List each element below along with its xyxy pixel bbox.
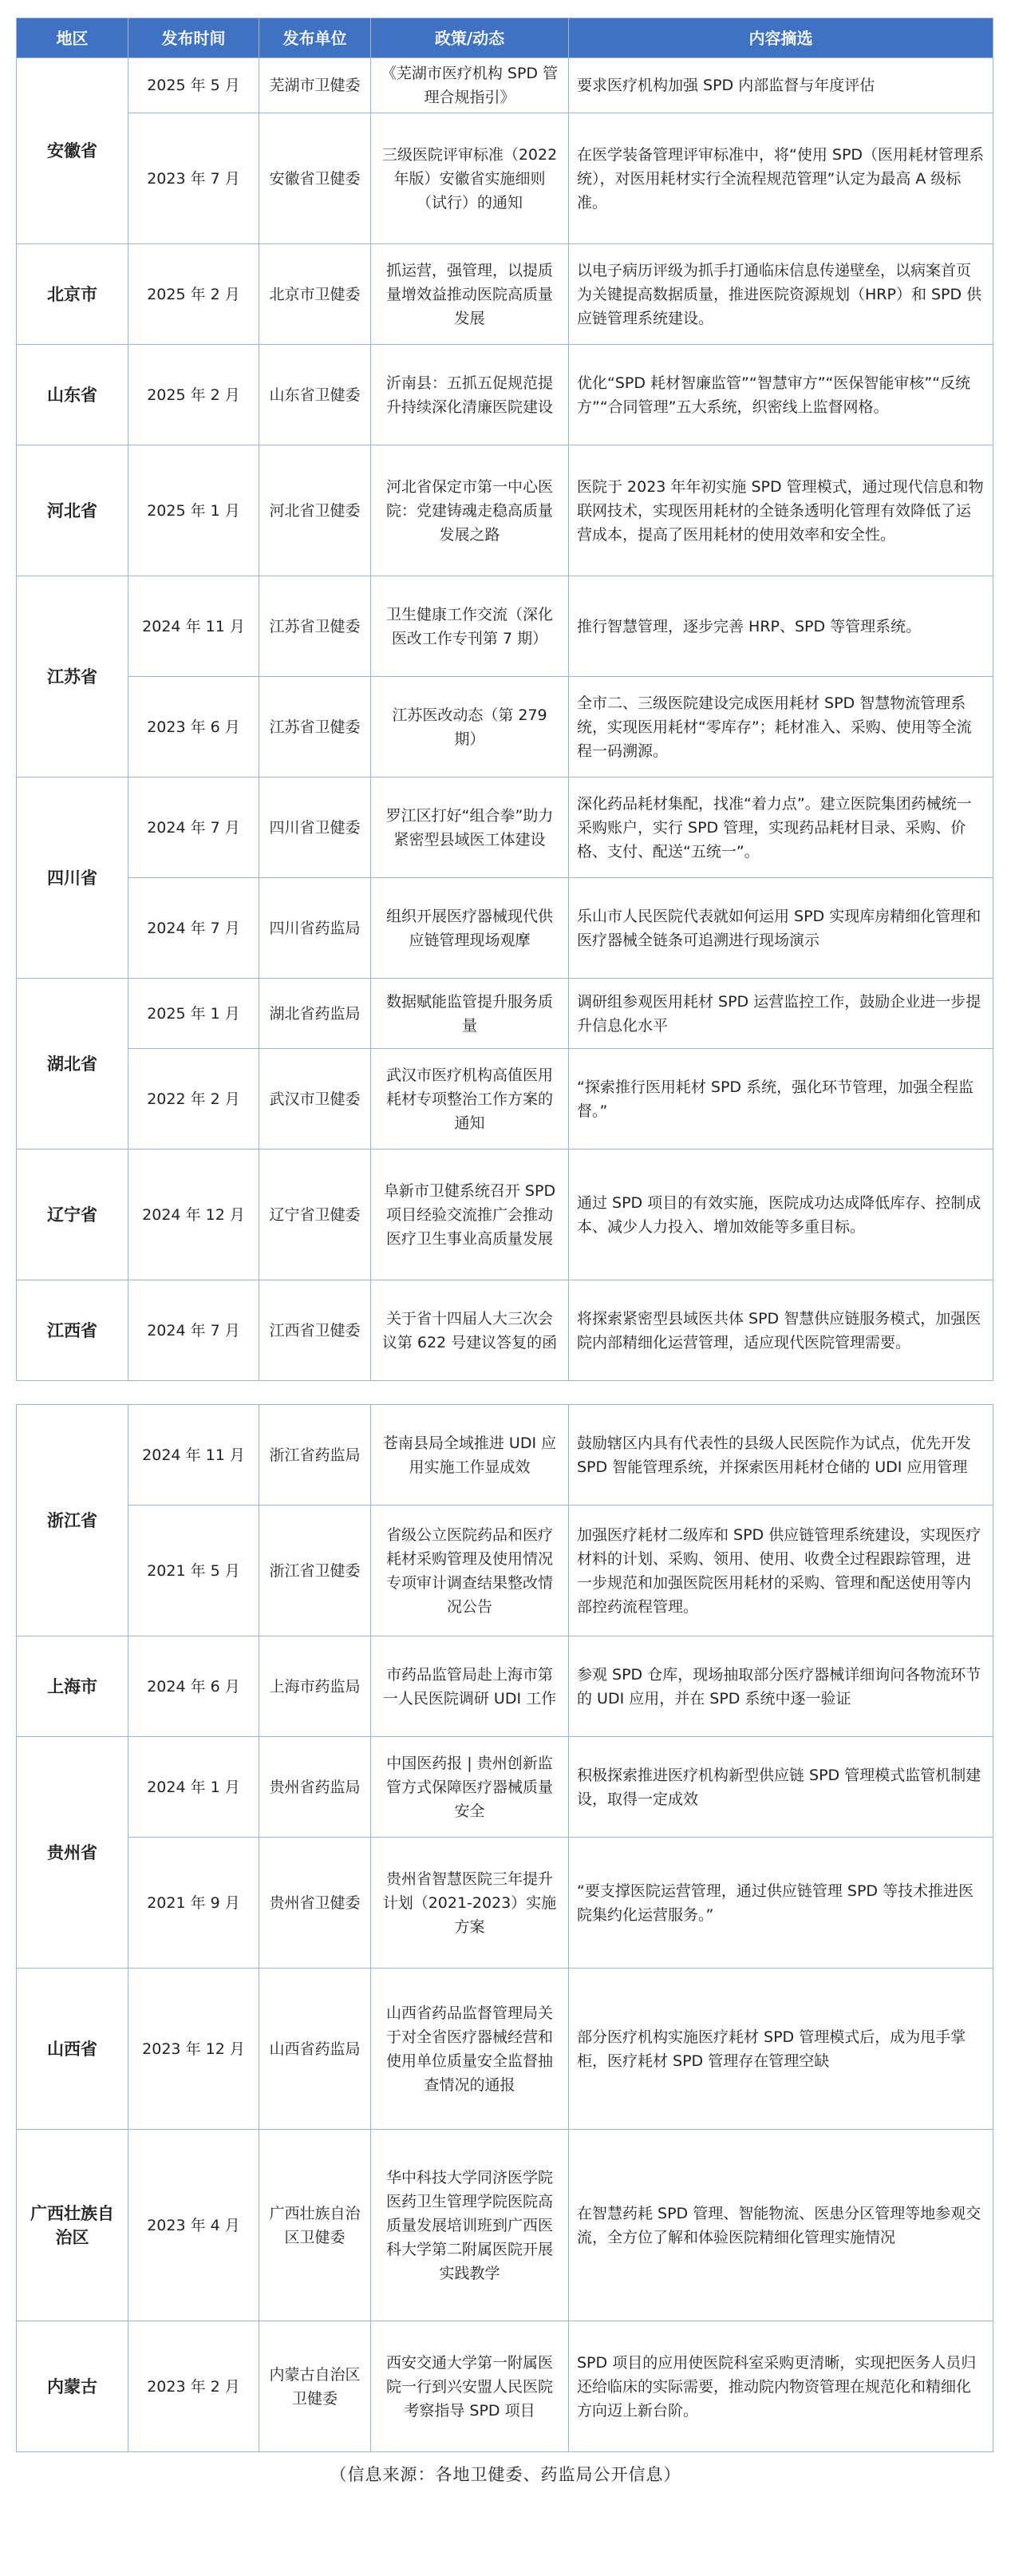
policy-cell: 关于省十四届人大三次会议第 622 号建议答复的函: [371, 1280, 569, 1381]
policy-cell: 华中科技大学同济医学院医药卫生管理学院医院高质量发展培训班到广西医科大学第二附属医院开展实践教学: [371, 2130, 569, 2321]
table-row: [17, 113, 993, 244]
org-cell: 广西壮族自治区卫健委: [259, 2130, 371, 2321]
org-cell: 河北省卫健委: [259, 445, 371, 576]
date-cell: 2024 年 1 月: [128, 1737, 259, 1838]
region-cell: 上海市: [17, 1636, 128, 1737]
header-org: 发布单位: [259, 18, 371, 58]
summary-cell: 以电子病历评级为抓手打通临床信息传递壁垒，以病案首页为关键提高数据质量，推进医院资源规划（HRP）和 SPD 供应链管理系统建设。: [569, 244, 993, 345]
summary-cell: 全市二、三级医院建设完成医用耗材 SPD 智慧物流管理系统，实现医用耗材“零库存”；耗材准入、采购、使用等全流程一码溯源。: [569, 677, 993, 778]
summary-cell: “探索推行医用耗材 SPD 系统，强化环节管理，加强全程监督。”: [569, 1049, 993, 1150]
table-row: [17, 1280, 993, 1381]
region-cell: 河北省: [17, 445, 128, 576]
date-cell: 2021 年 9 月: [128, 1838, 259, 1969]
date-cell: 2024 年 6 月: [128, 1636, 259, 1737]
date-cell: 2024 年 11 月: [128, 576, 259, 677]
org-cell: 山西省药监局: [259, 1969, 371, 2130]
org-cell: 浙江省药监局: [259, 1405, 371, 1506]
table-row: [17, 677, 993, 778]
summary-cell: 乐山市人民医院代表就如何运用 SPD 实现库房精细化管理和医疗器械全链条可追溯进行现场演示: [569, 878, 993, 979]
table-row: [17, 1838, 993, 1969]
summary-cell: 医院于 2023 年年初实施 SPD 管理模式，通过现代信息和物联网技术，实现医用耗材的全链条透明化管理有效降低了运营成本，提高了医用耗材的使用效率和安全性。: [569, 445, 993, 576]
org-cell: 湖北省药监局: [259, 979, 371, 1049]
summary-cell: 调研组参观医用耗材 SPD 运营监控工作，鼓励企业进一步提升信息化水平: [569, 979, 993, 1049]
summary-cell: 在医学装备管理评审标准中，将“使用 SPD（医用耗材管理系统），对医用耗材实行全流程规范管理”认定为最高 A 级标准。: [569, 113, 993, 244]
region-cell: 内蒙古: [17, 2321, 128, 2452]
table-row: [17, 2321, 993, 2452]
summary-cell: 推行智慧管理，逐步完善 HRP、SPD 等管理系统。: [569, 576, 993, 677]
summary-cell: 要求医疗机构加强 SPD 内部监督与年度评估: [569, 58, 993, 113]
summary-cell: 鼓励辖区内具有代表性的县级人民医院作为试点，优先开发 SPD 智能管理系统，并探索医用耗材仓储的 UDI 应用管理: [569, 1405, 993, 1506]
org-cell: 内蒙古自治区卫健委: [259, 2321, 371, 2452]
date-cell: 2024 年 11 月: [128, 1405, 259, 1506]
org-cell: 浙江省卫健委: [259, 1506, 371, 1636]
org-cell: 辽宁省卫健委: [259, 1150, 371, 1280]
region-cell: 安徽省: [17, 58, 128, 244]
policy-cell: 三级医院评审标准（2022 年版）安徽省实施细则（试行）的通知: [371, 113, 569, 244]
org-cell: 贵州省药监局: [259, 1737, 371, 1838]
policy-cell: 阜新市卫健系统召开 SPD 项目经验交流推广会推动医疗卫生事业高质量发展: [371, 1150, 569, 1280]
summary-cell: 积极探索推进医疗机构新型供应链 SPD 管理模式监管机制建设，取得一定成效: [569, 1737, 993, 1838]
gap-cell: [17, 1381, 993, 1405]
summary-cell: 加强医疗耗材二级库和 SPD 供应链管理系统建设，实现医疗材料的计划、采购、领用、使用、收费全过程跟踪管理，进一步规范和加强医院医用耗材的采购、管理和配送使用等内部控药流程管理。: [569, 1506, 993, 1636]
summary-cell: 通过 SPD 项目的有效实施，医院成功达成降低库存、控制成本、减少人力投入、增加效能等多重目标。: [569, 1150, 993, 1280]
date-cell: 2025 年 2 月: [128, 345, 259, 445]
date-cell: 2023 年 4 月: [128, 2130, 259, 2321]
policy-cell: 苍南县局全域推进 UDI 应用实施工作显成效: [371, 1405, 569, 1506]
org-cell: 安徽省卫健委: [259, 113, 371, 244]
summary-cell: SPD 项目的应用使医院科室采购更清晰，实现把医务人员归还给临床的实际需要，推动院内物资管理在规范化和精细化方向迈上新台阶。: [569, 2321, 993, 2452]
summary-cell: 参观 SPD 仓库，现场抽取部分医疗器械详细询问各物流环节的 UDI 应用，并在 SPD 系统中逐一验证: [569, 1636, 993, 1737]
header-date: 发布时间: [128, 18, 259, 58]
table-row: [17, 445, 993, 576]
table-row: [17, 878, 993, 979]
org-cell: 北京市卫健委: [259, 244, 371, 345]
table-row: [17, 345, 993, 445]
region-cell: 辽宁省: [17, 1150, 128, 1280]
summary-cell: 在智慧药耗 SPD 管理、智能物流、医患分区管理等地参观交流，全方位了解和体验医院精细化管理实施情况: [569, 2130, 993, 2321]
date-cell: 2022 年 2 月: [128, 1049, 259, 1150]
region-cell: 北京市: [17, 244, 128, 345]
date-cell: 2025 年 1 月: [128, 445, 259, 576]
policy-cell: 省级公立医院药品和医疗耗材采购管理及使用情况专项审计调查结果整改情况公告: [371, 1506, 569, 1636]
org-cell: 贵州省卫健委: [259, 1838, 371, 1969]
header-region: 地区: [17, 18, 128, 58]
table-row: [17, 1049, 993, 1150]
org-cell: 上海市药监局: [259, 1636, 371, 1737]
date-cell: 2024 年 7 月: [128, 1280, 259, 1381]
policy-cell: 江苏医改动态（第 279 期）: [371, 677, 569, 778]
region-cell: 山东省: [17, 345, 128, 445]
date-cell: 2023 年 2 月: [128, 2321, 259, 2452]
table-row: [17, 1506, 993, 1636]
date-cell: 2025 年 1 月: [128, 979, 259, 1049]
date-cell: 2025 年 2 月: [128, 244, 259, 345]
date-cell: 2024 年 12 月: [128, 1150, 259, 1280]
policy-cell: 贵州省智慧医院三年提升计划（2021-2023）实施方案: [371, 1838, 569, 1969]
table-row: [17, 778, 993, 878]
summary-cell: “要支撑医院运营管理，通过供应链管理 SPD 等技术推进医院集约化运营服务。”: [569, 1838, 993, 1969]
date-cell: 2024 年 7 月: [128, 778, 259, 878]
table-row: [17, 58, 993, 113]
org-cell: 江西省卫健委: [259, 1280, 371, 1381]
policy-cell: 沂南县：五抓五促规范提升持续深化清廉医院建设: [371, 345, 569, 445]
table-row: [17, 979, 993, 1049]
source-note: （信息来源：各地卫健委、药监局公开信息）: [330, 2465, 681, 2484]
date-cell: 2024 年 7 月: [128, 878, 259, 979]
org-cell: 山东省卫健委: [259, 345, 371, 445]
summary-cell: 将探索紧密型县域医共体 SPD 智慧供应链服务模式，加强医院内部精细化运营管理，适应现代医院管理需要。: [569, 1280, 993, 1381]
table-row: [17, 1405, 993, 1506]
policy-cell: 《芜湖市医疗机构 SPD 管理合规指引》: [371, 58, 569, 113]
table-row: [17, 2130, 993, 2321]
policy-cell: 组织开展医疗器械现代供应链管理现场观摩: [371, 878, 569, 979]
region-cell: 广西壮族自治区: [17, 2130, 128, 2321]
table-row: [17, 1969, 993, 2130]
policy-cell: 武汉市医疗机构高值医用耗材专项整治工作方案的通知: [371, 1049, 569, 1150]
policy-cell: 山西省药品监督管理局关于对全省医疗器械经营和使用单位质量安全监督抽查情况的通报: [371, 1969, 569, 2130]
org-cell: 武汉市卫健委: [259, 1049, 371, 1150]
header-summary: 内容摘选: [569, 18, 993, 58]
policy-cell: 中国医药报 | 贵州创新监管方式保障医疗器械质量安全: [371, 1737, 569, 1838]
summary-cell: 深化药品耗材集配，找准“着力点”。建立医院集团药械统一采购账户，实行 SPD 管理，实现药品耗材目录、采购、价格、支付、配送“五统一”。: [569, 778, 993, 878]
region-cell: 湖北省: [17, 979, 128, 1150]
date-cell: 2023 年 12 月: [128, 1969, 259, 2130]
table-row: [17, 576, 993, 677]
region-cell: 江西省: [17, 1280, 128, 1381]
region-cell: 浙江省: [17, 1405, 128, 1636]
policy-cell: 河北省保定市第一中心医院：党建铸魂走稳高质量发展之路: [371, 445, 569, 576]
summary-cell: 部分医疗机构实施医疗耗材 SPD 管理模式后，成为甩手掌柜，医疗耗材 SPD 管理存在管理空缺: [569, 1969, 993, 2130]
org-cell: 四川省药监局: [259, 878, 371, 979]
policy-cell: 数据赋能监管提升服务质量: [371, 979, 569, 1049]
date-cell: 2023 年 6 月: [128, 677, 259, 778]
region-cell: 山西省: [17, 1969, 128, 2130]
table-header-row: [17, 18, 993, 58]
table-row: [17, 1737, 993, 1838]
policy-cell: 西安交通大学第一附属医院一行到兴安盟人民医院考察指导 SPD 项目: [371, 2321, 569, 2452]
policy-cell: 卫生健康工作交流（深化医改工作专刊第 7 期）: [371, 576, 569, 677]
policy-cell: 罗江区打好“组合拳”助力紧密型县域医工体建设: [371, 778, 569, 878]
date-cell: 2021 年 5 月: [128, 1506, 259, 1636]
org-cell: 四川省卫健委: [259, 778, 371, 878]
table-row: [17, 1636, 993, 1737]
org-cell: 江苏省卫健委: [259, 576, 371, 677]
table-row: [17, 1150, 993, 1280]
table-section-gap: [17, 1381, 993, 1405]
summary-cell: 优化“SPD 耗材智廉监管”“智慧审方”“医保智能审核”“反统方”“合同管理”五大系统，织密线上监督网格。: [569, 345, 993, 445]
org-cell: 芜湖市卫健委: [259, 58, 371, 113]
policy-cell: 市药品监管局赴上海市第一人民医院调研 UDI 工作: [371, 1636, 569, 1737]
header-policy: 政策/动态: [371, 18, 569, 58]
region-cell: 贵州省: [17, 1737, 128, 1969]
spd-policy-table: [16, 18, 993, 2452]
region-cell: 江苏省: [17, 576, 128, 778]
region-cell: 四川省: [17, 778, 128, 979]
table-row: [17, 244, 993, 345]
date-cell: 2023 年 7 月: [128, 113, 259, 244]
policy-cell: 抓运营，强管理，以提质量增效益推动医院高质量发展: [371, 244, 569, 345]
org-cell: 江苏省卫健委: [259, 677, 371, 778]
date-cell: 2025 年 5 月: [128, 58, 259, 113]
